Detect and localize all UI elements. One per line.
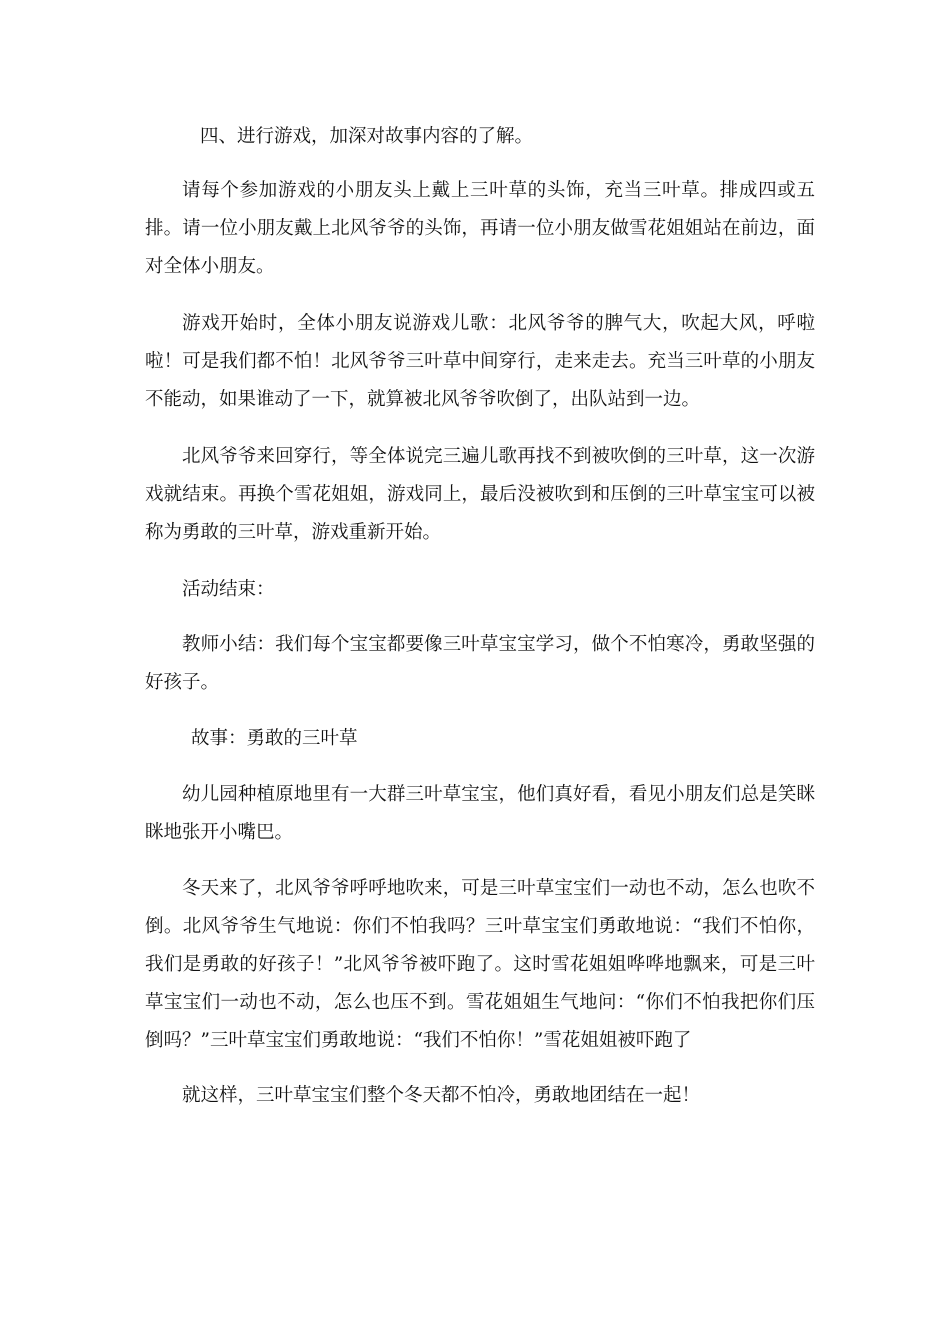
paragraph-story-intro: 幼儿园种植原地里有一大群三叶草宝宝，他们真好看，看见小朋友们总是笑眯眯地张开小嘴巴。 bbox=[145, 784, 815, 843]
activity-end-label: 活动结束： bbox=[182, 579, 275, 600]
paragraph-game-end: 北风爷爷来回穿行，等全体说完三遍儿歌再找不到被吹倒的三叶草，这一次游戏就结束。再换个雪花姐姐，游戏同上，最后没被吹到和压倒的三叶草宝宝可以被称为勇敢的三叶草，游戏重新开始。 bbox=[145, 446, 815, 543]
paragraph-story-ending: 就这样，三叶草宝宝们整个冬天都不怕冷，勇敢地团结在一起！ bbox=[182, 1085, 701, 1106]
story-title: 故事：勇敢的三叶草 bbox=[191, 728, 358, 749]
paragraph-game-setup: 请每个参加游戏的小朋友头上戴上三叶草的头饰，充当三叶草。排成四或五排。请一位小朋友戴上北风爷爷的头饰，再请一位小朋友做雪花姐姐站在前边，面对全体小朋友。 bbox=[145, 180, 815, 277]
paragraph-story-winter: 冬天来了，北风爷爷呼呼地吹来，可是三叶草宝宝们一动也不动，怎么也吹不倒。北风爷爷生气地说：你们不怕我吗？三叶草宝宝们勇敢地说：“我们不怕你，我们是勇敢的好孩子！”北风爷爷被吓跑了。这时雪花姐姐哗哗地飘来，可是三叶草宝宝们一动也不动，怎么也压不到。雪花姐姐生气地问：“你们不怕我把你们压倒吗？”三叶草宝宝们勇敢地说：“我们不怕你！”雪花姐姐被吓跑了 bbox=[145, 878, 815, 1051]
paragraph-game-rules: 游戏开始时，全体小朋友说游戏儿歌：北风爷爷的脾气大，吹起大风，呼啦啦！可是我们都不怕！北风爷爷三叶草中间穿行，走来走去。充当三叶草的小朋友不能动，如果谁动了一下，就算被北风爷爷吹倒了，出队站到一边。 bbox=[145, 313, 815, 410]
paragraph-teacher-summary: 教师小结：我们每个宝宝都要像三叶草宝宝学习，做个不怕寒冷，勇敢坚强的好孩子。 bbox=[145, 634, 815, 693]
section-heading-game: 四、进行游戏，加深对故事内容的了解。 bbox=[200, 126, 534, 147]
